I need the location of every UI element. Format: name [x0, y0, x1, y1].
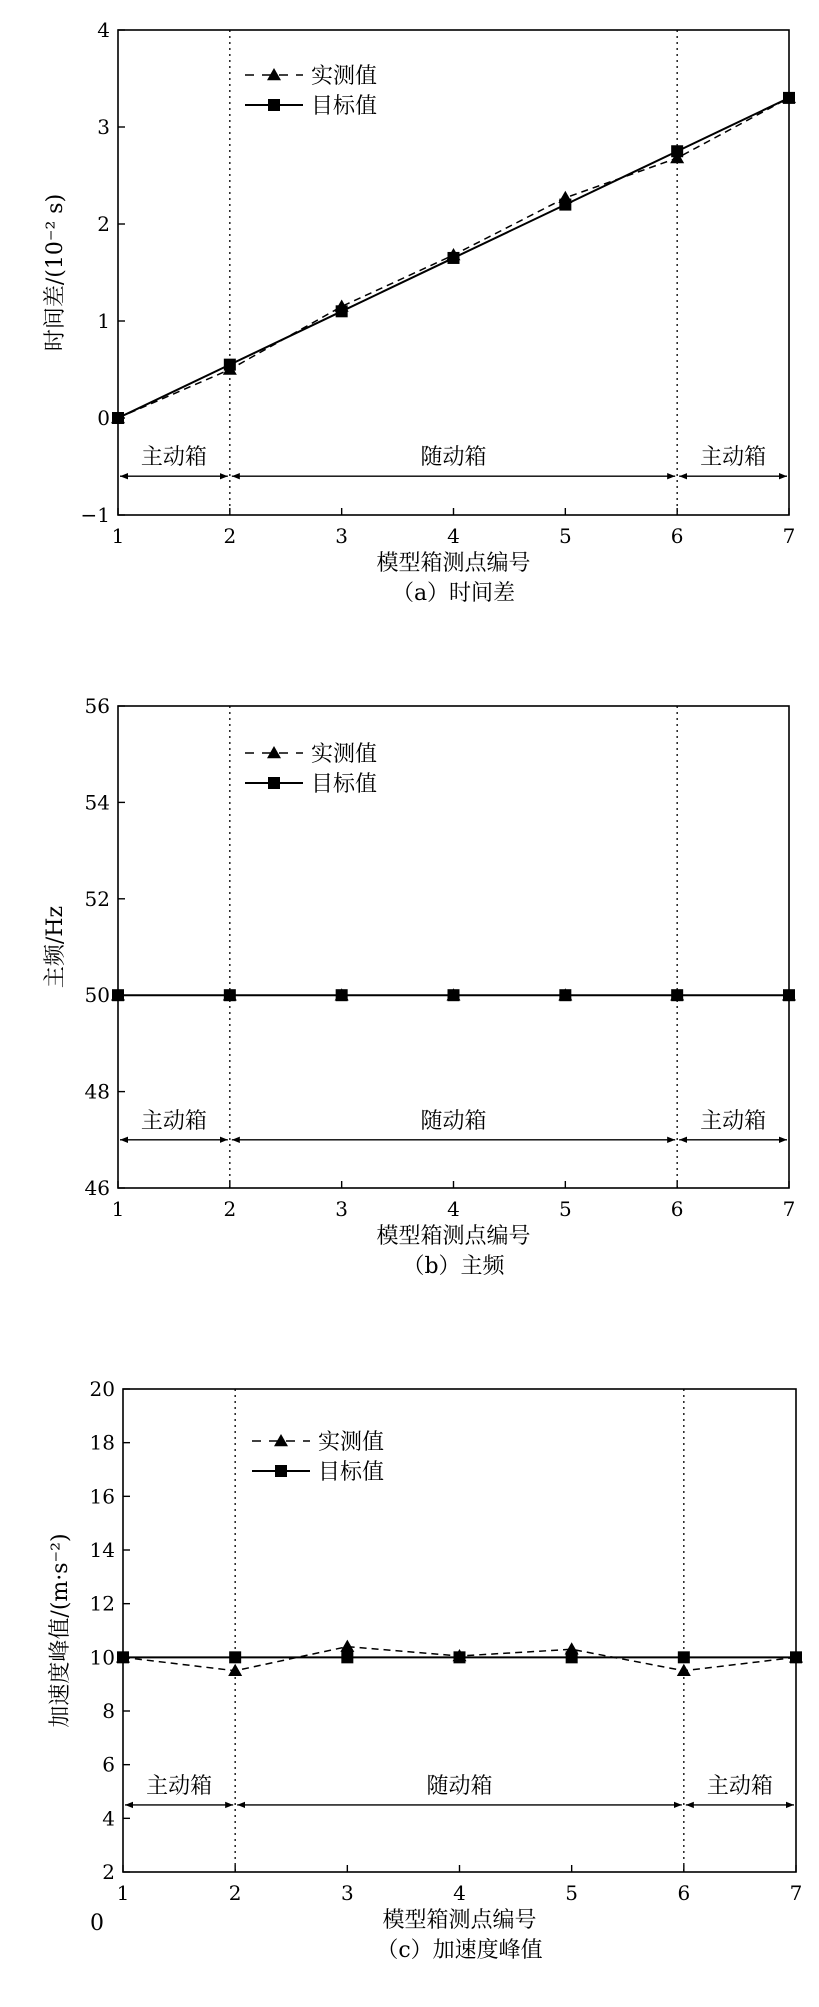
data-point-target: [112, 412, 124, 424]
legend-label: 目标值: [311, 772, 378, 797]
data-point-target: [559, 989, 571, 1001]
data-point-target: [783, 989, 795, 1001]
legend-label: 目标值: [311, 94, 378, 119]
data-point-measured: [228, 1664, 242, 1676]
x-tick-label: 6: [677, 1881, 691, 1905]
x-tick-label: 1: [111, 524, 125, 548]
legend-marker-triangle: [267, 746, 281, 758]
x-axis-label: 模型箱测点编号: [376, 551, 531, 576]
region-label: 随动箱: [420, 1108, 487, 1134]
y-axis-label: 时间差/(10⁻² s): [43, 193, 68, 352]
y-tick-label: 20: [89, 1377, 115, 1401]
x-tick-label: 3: [335, 1197, 349, 1221]
region-label: 随动箱: [420, 445, 487, 471]
x-tick-label: 1: [116, 1881, 130, 1905]
region-label: 主动箱: [700, 445, 767, 471]
plot-frame: [118, 30, 789, 515]
legend-marker-square: [268, 99, 280, 111]
y-tick-label: 46: [84, 1176, 110, 1200]
y-tick-label: 14: [89, 1538, 115, 1562]
data-point-target: [224, 989, 236, 1001]
region-label: 主动箱: [140, 1108, 207, 1134]
y-tick-label: 8: [102, 1699, 115, 1723]
x-axis-label: 模型箱测点编号: [376, 1224, 531, 1249]
y-tick-label: 50: [84, 983, 110, 1008]
legend-marker-square: [275, 1465, 287, 1477]
extra-label: 0: [90, 1911, 104, 1936]
data-point-measured: [677, 1664, 691, 1676]
data-point-target: [336, 989, 348, 1001]
data-point-target: [566, 1651, 578, 1663]
x-tick-label: 6: [670, 1197, 684, 1221]
data-point-target: [229, 1651, 241, 1663]
x-tick-label: 2: [223, 524, 237, 548]
y-tick-label: 56: [84, 694, 110, 718]
y-axis-label: 加速度峰值/(m·s⁻²): [48, 1533, 73, 1728]
x-tick-label: 3: [335, 524, 349, 548]
y-tick-label: 6: [102, 1752, 115, 1777]
x-tick-label: 2: [228, 1881, 242, 1905]
data-point-target: [671, 145, 683, 157]
y-tick-label: 48: [84, 1079, 110, 1104]
legend-label: 实测值: [311, 742, 378, 767]
y-tick-label: 18: [89, 1430, 115, 1455]
x-tick-label: 1: [111, 1197, 125, 1221]
data-point-target: [454, 1651, 466, 1663]
legend-label: 实测值: [311, 64, 378, 89]
plot-frame: [123, 1389, 796, 1872]
x-tick-label: 4: [453, 1881, 466, 1905]
data-point-target: [341, 1651, 353, 1663]
chart-panel-3: [48, 1377, 803, 1963]
y-tick-label: 16: [89, 1484, 115, 1509]
data-point-target: [448, 989, 460, 1001]
panel-caption: （a）时间差: [391, 581, 516, 606]
data-point-target: [783, 92, 795, 104]
data-point-target: [790, 1651, 802, 1663]
data-point-target: [671, 989, 683, 1001]
x-tick-label: 4: [447, 1197, 460, 1221]
x-tick-label: 6: [670, 524, 684, 548]
y-tick-label: −1: [80, 503, 110, 527]
y-tick-label: 4: [102, 1806, 115, 1831]
x-tick-label: 2: [223, 1197, 237, 1221]
y-tick-label: 4: [97, 18, 110, 42]
legend-marker-triangle: [274, 1434, 288, 1446]
x-tick-label: 5: [558, 1197, 572, 1221]
y-tick-label: 2: [102, 1860, 115, 1884]
data-point-target: [448, 252, 460, 264]
y-tick-label: 1: [97, 309, 110, 333]
chart-panel-1: [43, 18, 796, 606]
x-axis-label: 模型箱测点编号: [382, 1908, 537, 1933]
y-tick-label: 54: [84, 790, 110, 815]
panel-caption: （c）加速度峰值: [376, 1938, 543, 1963]
data-point-target: [112, 989, 124, 1001]
region-label: 主动箱: [140, 445, 207, 471]
panel-caption: （b）主频: [402, 1254, 505, 1279]
y-tick-label: 52: [84, 886, 110, 911]
legend-marker-square: [268, 777, 280, 789]
region-label: 主动箱: [700, 1108, 767, 1134]
legend-label: 目标值: [318, 1460, 385, 1485]
data-point-target: [336, 305, 348, 317]
data-point-target: [678, 1651, 690, 1663]
y-tick-label: 10: [89, 1645, 115, 1670]
x-tick-label: 7: [789, 1881, 803, 1905]
legend-label: 实测值: [318, 1430, 385, 1455]
y-tick-label: 12: [89, 1591, 115, 1616]
data-point-target: [117, 1651, 129, 1663]
data-point-target: [559, 199, 571, 211]
region-label: 主动箱: [146, 1773, 213, 1799]
y-tick-label: 2: [97, 212, 110, 236]
x-tick-label: 4: [447, 524, 460, 548]
x-tick-label: 7: [782, 524, 796, 548]
chart-panel-2: [43, 694, 796, 1279]
y-axis-label: 主频/Hz: [43, 905, 68, 989]
x-tick-label: 5: [565, 1881, 579, 1905]
y-tick-label: 3: [97, 115, 110, 139]
x-tick-label: 7: [782, 1197, 796, 1221]
region-label: 随动箱: [426, 1773, 493, 1799]
x-tick-label: 3: [340, 1881, 354, 1905]
y-tick-label: 0: [97, 406, 110, 430]
data-point-target: [224, 359, 236, 371]
legend-marker-triangle: [267, 68, 281, 80]
x-tick-label: 5: [558, 524, 572, 548]
data-point-measured: [340, 1640, 354, 1652]
region-label: 主动箱: [706, 1773, 773, 1799]
